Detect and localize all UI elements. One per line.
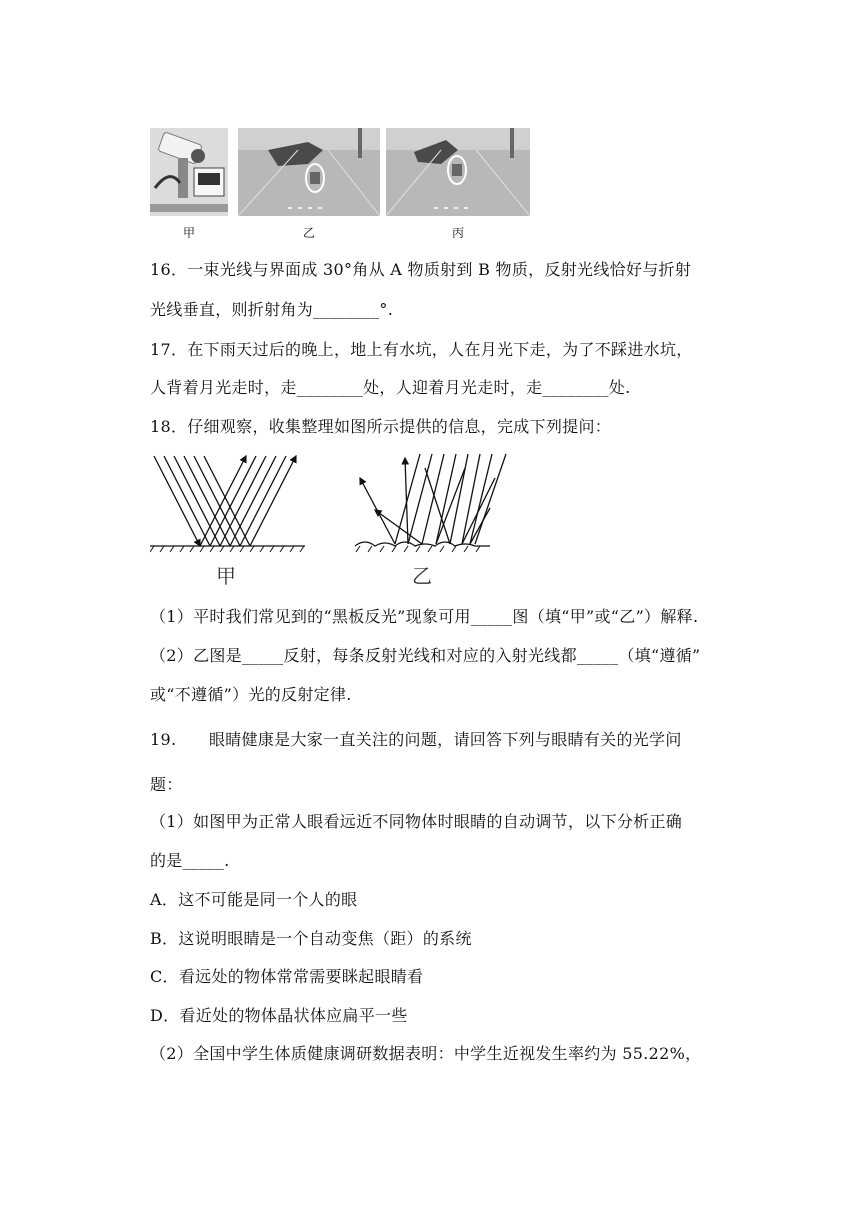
q18-line1: 18．仔细观察，收集整理如图所示提供的信息，完成下列提问：	[150, 417, 612, 436]
q16-line1: 16．一束光线与界面成 30°角从 A 物质射到 B 物质，反射光线恰好与折射	[150, 260, 692, 279]
q19-sub1-line1: （1）如图甲为正常人眼看远近不同物体时眼睛的自动调节，以下分析正确	[150, 812, 683, 831]
q19-line2: 题：	[150, 775, 183, 794]
photo-caption-jia: 甲	[182, 226, 195, 240]
road-photo-bing	[386, 128, 530, 216]
diffuse-reflection-diagram	[355, 454, 506, 552]
q17-line2: 人背着月光走时，走________处，人迎着月光走时，走________处.	[150, 378, 631, 397]
traffic-camera-figure	[150, 128, 530, 244]
specular-reflection-diagram	[150, 456, 305, 552]
q19-line1: 19. 眼睛健康是大家一直关注的问题，请回答下列与眼睛有关的光学问	[150, 730, 682, 749]
q19-option-b: B．这说明眼睛是一个自动变焦（距）的系统	[150, 929, 472, 948]
q19-sub2: （2）全国中学生体质健康调研数据表明：中学生近视发生率约为 55.22%，	[150, 1044, 702, 1063]
q19-option-a: A．这不可能是同一个人的眼	[150, 890, 358, 909]
q18-sub2-line1: （2）乙图是_____反射，每条反射光线和对应的入射光线都_____（填“遵循”	[150, 646, 701, 665]
photo-caption-bing: 丙	[451, 226, 464, 240]
reflection-figure	[150, 448, 520, 588]
road-photo-yi	[238, 128, 380, 216]
q18-sub1: （1）平时我们常见到的“黑板反光”现象可用_____图（填“甲”或“乙”）解释.	[150, 607, 699, 626]
q17-line1: 17．在下雨天过后的晚上，地上有水坑，人在月光下走，为了不踩进水坑，	[150, 340, 693, 359]
photo-caption-yi: 乙	[302, 226, 315, 240]
q19-sub1-line2: 的是_____.	[150, 851, 230, 870]
q19-option-d: D．看近处的物体晶状体应扁平一些	[150, 1006, 408, 1025]
fig-label-jia: 甲	[216, 564, 236, 588]
q19-option-c: C．看远处的物体常常需要眯起眼睛看	[150, 967, 424, 986]
q18-sub2-line2: 或“不遵循”）光的反射定律.	[150, 685, 352, 704]
q16-line2: 光线垂直，则折射角为________°.	[150, 300, 394, 319]
camera-photo	[150, 128, 228, 216]
fig-label-yi: 乙	[412, 564, 432, 588]
